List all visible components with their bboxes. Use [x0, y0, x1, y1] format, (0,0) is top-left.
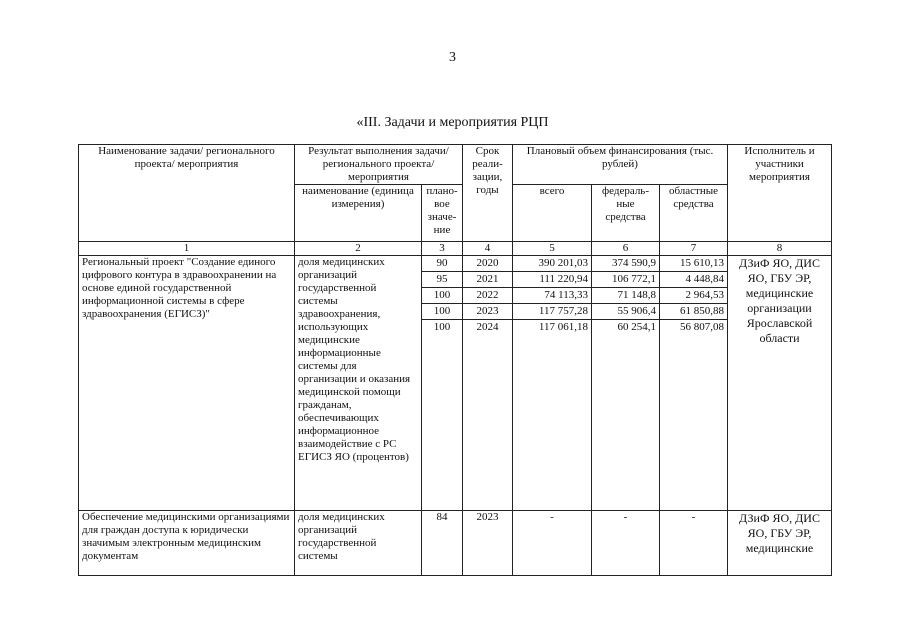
year-value: 2024	[476, 321, 499, 333]
federal-value: 55 906,4	[592, 304, 659, 320]
federal-value: -	[592, 511, 660, 576]
column-number: 4	[463, 242, 513, 256]
row-regional-values	[660, 256, 728, 511]
header-term: Срок реали-зации, годы	[463, 145, 513, 242]
regional-value: 15 610,13	[660, 256, 727, 272]
row-indicator: доля медицинских организаций государственной системы	[295, 511, 422, 576]
federal-value: 106 772,1	[592, 272, 659, 288]
column-number: 7	[660, 242, 728, 256]
regional-value: 61 850,88	[660, 304, 727, 320]
column-number-row	[79, 242, 832, 256]
table-header-row	[79, 145, 832, 185]
federal-value: 60 254,1	[617, 321, 656, 333]
table-row	[79, 511, 832, 576]
planned-value: 100	[422, 304, 462, 320]
total-value: 117 757,28	[513, 304, 591, 320]
subheader-total: всего	[513, 185, 592, 242]
row-executor: ДЗиФ ЯО, ДИС ЯО, ГБУ ЭР, медицинские организации Ярославской области	[728, 256, 832, 511]
row-planned-values	[422, 256, 463, 511]
row-executor: ДЗиФ ЯО, ДИС ЯО, ГБУ ЭР, медицинские	[728, 511, 832, 576]
row-name: Региональный проект "Создание единого цифрового контура в здравоохранении на основе единой государственной информационной системы в сфере здравоохранения (ЕГИСЗ)"	[79, 256, 295, 511]
row-name: Обеспечение медицинскими организациями для граждан доступа к юридически значимым электронным медицинским документам	[79, 511, 295, 576]
row-indicator: доля медицинских организаций государственной системы здравоохранения, использующих медицинские информационные системы для организации и оказания медицинской помощи гражданам, обеспечивающих информационное взаимодействие с РС ЕГИСЗ ЯО (процентов)	[295, 256, 422, 511]
regional-value: -	[660, 511, 728, 576]
header-financing: Плановый объем финансирования (тыс. рублей)	[513, 145, 728, 185]
planned-value: 90	[422, 256, 462, 272]
section-title: «III. Задачи и мероприятия РЦП	[356, 115, 549, 130]
year-value: 2021	[463, 272, 512, 288]
regional-value: 56 807,08	[680, 321, 725, 333]
year-value: 2023	[463, 304, 512, 320]
total-value: 117 061,18	[538, 321, 588, 333]
planned-value: 95	[422, 272, 462, 288]
federal-value: 374 590,9	[592, 256, 659, 272]
planned-value: 100	[433, 321, 451, 333]
subheader-planned: плано-вое значе-ние	[422, 185, 463, 242]
row-total-values	[513, 256, 592, 511]
table-row	[79, 256, 832, 511]
year-value: 2022	[463, 288, 512, 304]
total-value: 111 220,94	[513, 272, 591, 288]
row-years	[463, 256, 513, 511]
planned-value: 100	[422, 288, 462, 304]
column-number: 2	[295, 242, 422, 256]
regional-value: 2 964,53	[660, 288, 727, 304]
total-value: -	[513, 511, 592, 576]
header-executor: Исполнитель и участники мероприятия	[728, 145, 832, 242]
federal-value: 71 148,8	[592, 288, 659, 304]
column-number: 6	[592, 242, 660, 256]
planned-value: 84	[422, 511, 463, 576]
total-value: 74 113,33	[513, 288, 591, 304]
year-value: 2023	[463, 511, 513, 576]
column-number: 5	[513, 242, 592, 256]
column-number: 8	[728, 242, 832, 256]
column-number: 3	[422, 242, 463, 256]
subheader-regional: областные средства	[660, 185, 728, 242]
year-value: 2020	[463, 256, 512, 272]
header-result: Результат выполнения задачи/ регионального проекта/ мероприятия	[295, 145, 463, 185]
row-federal-values	[592, 256, 660, 511]
page-number: 3	[449, 50, 456, 65]
header-name: Наименование задачи/ регионального проекта/ мероприятия	[79, 145, 295, 242]
total-value: 390 201,03	[513, 256, 591, 272]
subheader-indicator: наименование (единица измерения)	[295, 185, 422, 242]
subheader-federal: федераль-ные средства	[592, 185, 660, 242]
column-number: 1	[79, 242, 295, 256]
regional-value: 4 448,84	[660, 272, 727, 288]
tasks-table	[78, 144, 832, 576]
